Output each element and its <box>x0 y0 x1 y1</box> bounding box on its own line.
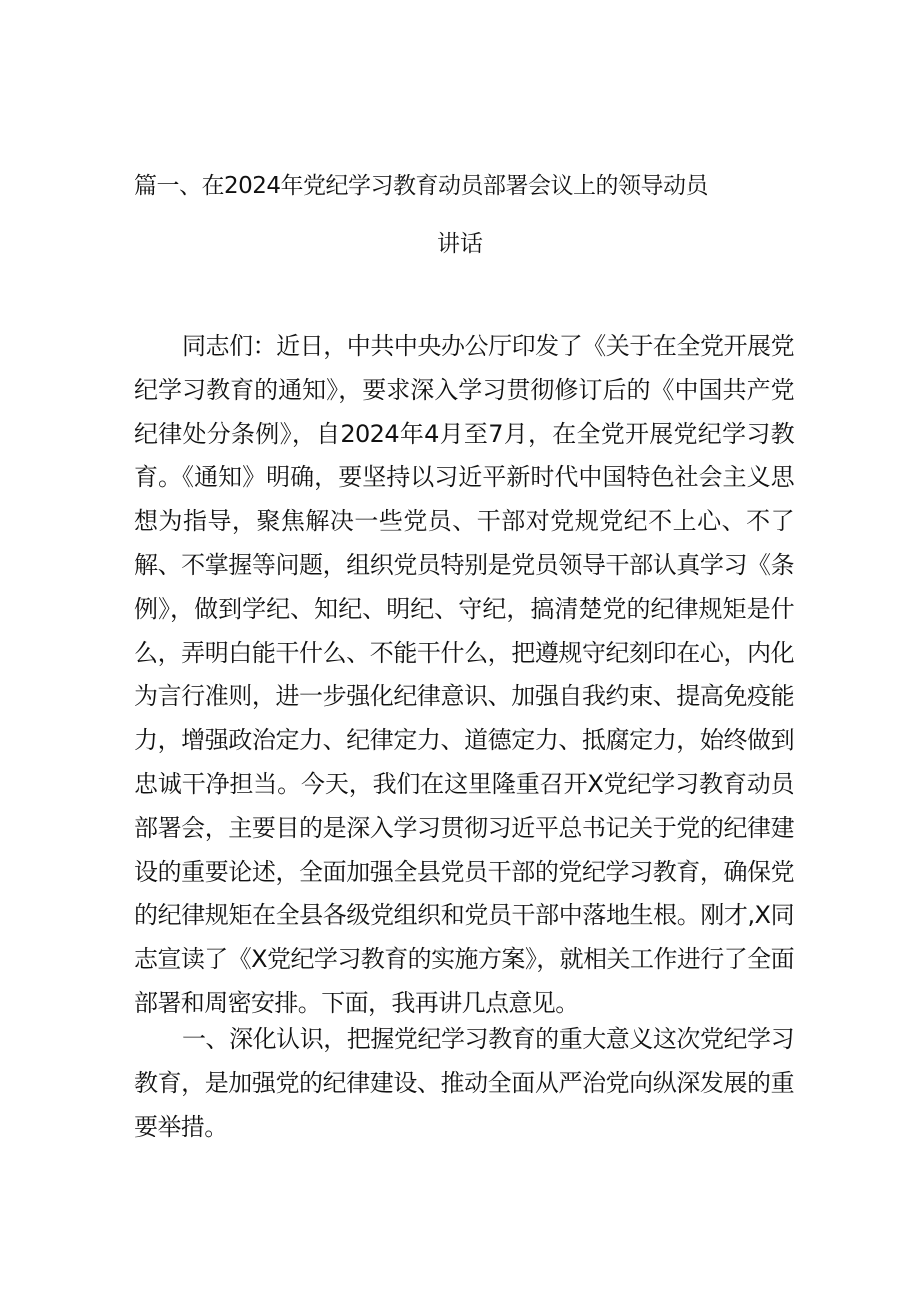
body-paragraph-2: 一、深化认识，把握党纪学习教育的重大意义这次党纪学习教育，是加强党的纪律建设、推动全面从严治党向纵深发展的重要举措。 <box>134 1025 794 1141</box>
document-title-line-1: 篇一、在2024年党纪学习教育动员部署会议上的领导动员 <box>134 173 709 199</box>
document-title-line-2: 讲话 <box>437 231 483 257</box>
body-paragraph-1: 同志们：近日，中共中央办公厅印发了《关于在全党开展党纪学习教育的通知》，要求深入学习贯彻修订后的《中国共产党纪律处分条例》，自2024年4月至7月，在全党开展党纪学习教育。《通知》明确，要坚持以习近平新时代中国特色社会主义思想为指导，聚焦解决一些党员、干部对党规党纪不上心、不了解、不掌握等问题，组织党员特别是党员领导干部认真学习《条例》，做到学纪、知纪、明纪、守纪，搞清楚党的纪律规矩是什么，弄明白能干什么、不能干什么，把遵规守纪刻印在心，内化为言行准则，进一步强化纪律意识、加强自我约束、提高免疫能力，增强政治定力、纪律定力、道德定力、抵腐定力，始终做到忠诚干净担当。今天，我们在这里隆重召开X党纪学习教育动员部署会，主要目的是深入学习贯彻习近平总书记关于党的纪律建设的重要论述，全面加强全县党员干部的党纪学习教育，确保党的纪律规矩在全县各级党组织和党员干部中落地生根。刚才,X同志宣读了《X党纪学习教育的实施方案》，就相关工作进行了全面部署和周密安排。下面，我再讲几点意见。 <box>134 332 794 1017</box>
